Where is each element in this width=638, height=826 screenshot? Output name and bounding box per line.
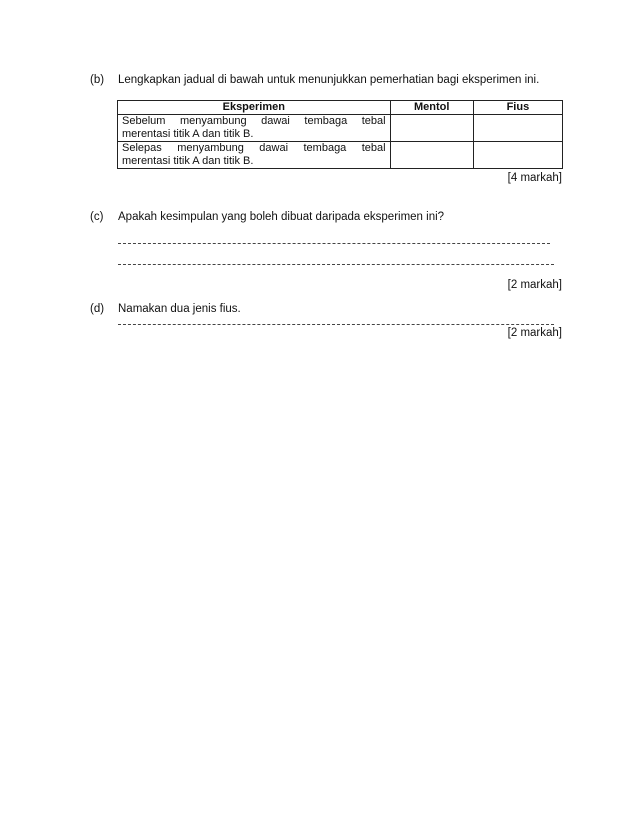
- part-d-question: Namakan dua jenis fius.: [118, 303, 241, 315]
- table-header-row: [118, 101, 563, 115]
- header-eksperimen: Eksperimen: [118, 101, 391, 115]
- part-c-question: Apakah kesimpulan yang boleh dibuat daripada eksperimen ini?: [118, 211, 445, 223]
- header-mentol: Mentol: [390, 101, 473, 115]
- part-d-marks: [2 markah]: [507, 327, 562, 339]
- row-1-fius-answer-cell[interactable]: [473, 115, 562, 142]
- table-row: [118, 142, 563, 169]
- row-1-eksperimen: Sebelum menyambung dawai tembaga tebal merentasi titik A dan titik B.: [118, 115, 391, 142]
- header-fius: Fius: [473, 101, 562, 115]
- row-2-eksperimen: Selepas menyambung dawai tembaga tebal merentasi titik A dan titik B.: [118, 142, 391, 169]
- part-c-answer-line-2[interactable]: [118, 264, 554, 265]
- row-1-mentol-answer-cell[interactable]: [390, 115, 473, 142]
- part-c-marks: [2 markah]: [507, 279, 562, 291]
- observation-table: [117, 100, 563, 169]
- part-c-answer-line-1[interactable]: [118, 243, 550, 244]
- part-b-question: Lengkapkan jadual di bawah untuk menunjukkan pemerhatian bagi eksperimen ini.: [118, 74, 540, 86]
- row-2-mentol-answer-cell[interactable]: [390, 142, 473, 169]
- part-c-label: (c): [90, 211, 104, 223]
- table-row: [118, 115, 563, 142]
- part-b-marks: [4 markah]: [507, 172, 562, 184]
- row-2-fius-answer-cell[interactable]: [473, 142, 562, 169]
- part-d-answer-line[interactable]: [118, 324, 554, 325]
- part-d-label: (d): [90, 303, 105, 315]
- part-b-label: (b): [90, 74, 105, 86]
